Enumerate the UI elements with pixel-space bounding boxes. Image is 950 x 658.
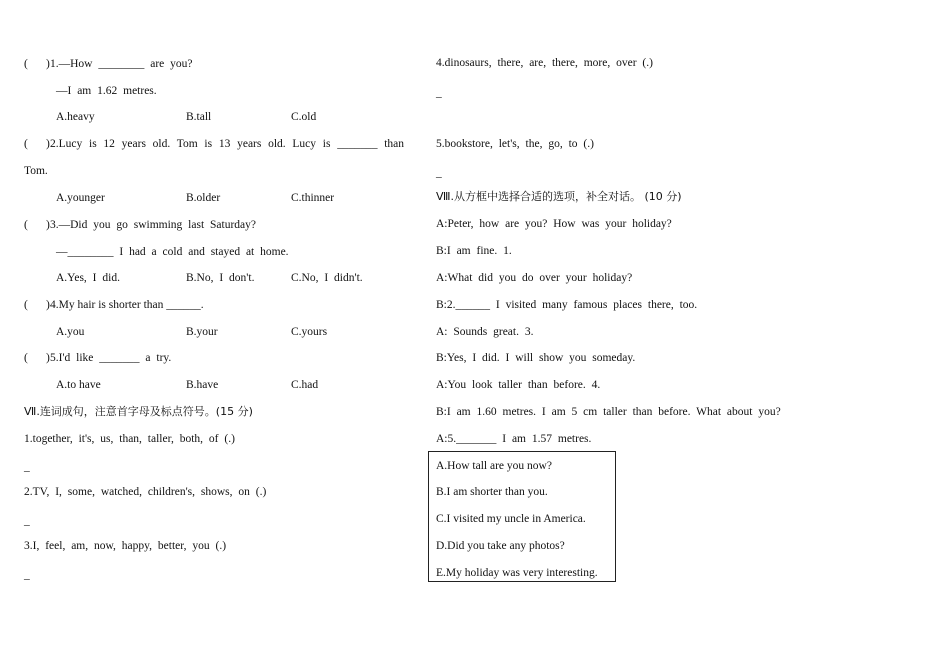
q3-answer-line: —________ I had a cold and stayed at home.	[56, 246, 289, 258]
q4-stem: 4.My hair is shorter than ______.	[50, 299, 204, 311]
s7-item-1: 1.together, it's, us, than, taller, both, of (.)	[24, 433, 235, 445]
q5-paren-close: )	[46, 352, 50, 364]
dialogue-line-2: B:I am fine. 1.	[436, 245, 512, 257]
q1-stem: 1.—How ________ are you?	[50, 58, 193, 70]
s7-item-5: 5.bookstore, let's, the, go, to (.)	[436, 138, 594, 150]
q3-paren-close: )	[46, 219, 50, 231]
q2-option-a: A.younger	[56, 192, 105, 204]
dialogue-line-5: A: Sounds great. 3.	[436, 326, 534, 338]
q3-option-b: B.No, I don't.	[186, 272, 255, 284]
q4-paren-close: )	[46, 299, 50, 311]
q1-option-b: B.tall	[186, 111, 212, 123]
q4-option-c: C.yours	[291, 326, 328, 338]
s7-item-3: 3.I, feel, am, now, happy, better, you (.)	[24, 540, 227, 552]
s7-item-3-blank[interactable]: _	[24, 569, 30, 581]
box-option-e: E.My holiday was very interesting.	[436, 567, 598, 579]
q5-option-b: B.have	[186, 379, 219, 391]
q2-stem: 2.Lucy is 12 years old. Tom is 13 years old. Lucy is _______ than	[50, 138, 404, 150]
dialogue-line-9: A:5._______ I am 1.57 metres.	[436, 433, 592, 445]
s7-item-5-blank[interactable]: _	[436, 167, 442, 179]
q3-stem: 3.—Did you go swimming last Saturday?	[50, 219, 257, 231]
q1-option-c: C.old	[291, 111, 317, 123]
q2-option-c: C.thinner	[291, 192, 335, 204]
dialogue-line-6: B:Yes, I did. I will show you someday.	[436, 352, 636, 364]
section8-title: Ⅷ.从方框中选择合适的选项，补全对话。 (10 分)	[436, 190, 682, 203]
box-option-d: D.Did you take any photos?	[436, 540, 565, 552]
q1-answer-line: —I am 1.62 metres.	[56, 85, 157, 97]
section7-title: Ⅶ.连词成句，注意首字母及标点符号。(15 分)	[24, 405, 253, 418]
options-box	[428, 451, 616, 582]
dialogue-line-3: A:What did you do over your holiday?	[436, 272, 633, 284]
q3-option-a: A.Yes, I did.	[56, 272, 120, 284]
q3-option-c: C.No, I didn't.	[291, 272, 363, 284]
q4-option-a: A.you	[56, 326, 85, 338]
dialogue-line-8: B:I am 1.60 metres. I am 5 cm taller than before. What about you?	[436, 406, 781, 418]
q4-option-b: B.your	[186, 326, 218, 338]
q5-option-a: A.to have	[56, 379, 101, 391]
s7-item-2-blank[interactable]: _	[24, 515, 30, 527]
s7-item-2: 2.TV, I, some, watched, children's, shows, on (.)	[24, 486, 267, 498]
q3-paren: (	[24, 219, 28, 231]
q4-paren: (	[24, 299, 28, 311]
q1-paren-close: )	[46, 58, 50, 70]
s7-item-1-blank[interactable]: _	[24, 461, 30, 473]
box-option-b: B.I am shorter than you.	[436, 486, 548, 498]
box-option-a: A.How tall are you now?	[436, 460, 552, 472]
q1-paren: (	[24, 58, 28, 70]
q5-option-c: C.had	[291, 379, 319, 391]
q2-option-b: B.older	[186, 192, 221, 204]
dialogue-line-7: A:You look taller than before. 4.	[436, 379, 601, 391]
s7-item-4: 4.dinosaurs, there, are, there, more, over (.)	[436, 57, 653, 69]
s7-item-4-blank[interactable]: _	[436, 87, 442, 99]
q5-paren: (	[24, 352, 28, 364]
q2-continuation: Tom.	[24, 165, 48, 177]
q1-option-a: A.heavy	[56, 111, 95, 123]
dialogue-line-1: A:Peter, how are you? How was your holiday?	[436, 218, 672, 230]
dialogue-line-4: B:2.______ I visited many famous places there, too.	[436, 299, 698, 311]
q5-stem: 5.I'd like _______ a try.	[50, 352, 172, 364]
q2-paren: (	[24, 138, 28, 150]
box-option-c: C.I visited my uncle in America.	[436, 513, 586, 525]
q2-paren-close: )	[46, 138, 50, 150]
